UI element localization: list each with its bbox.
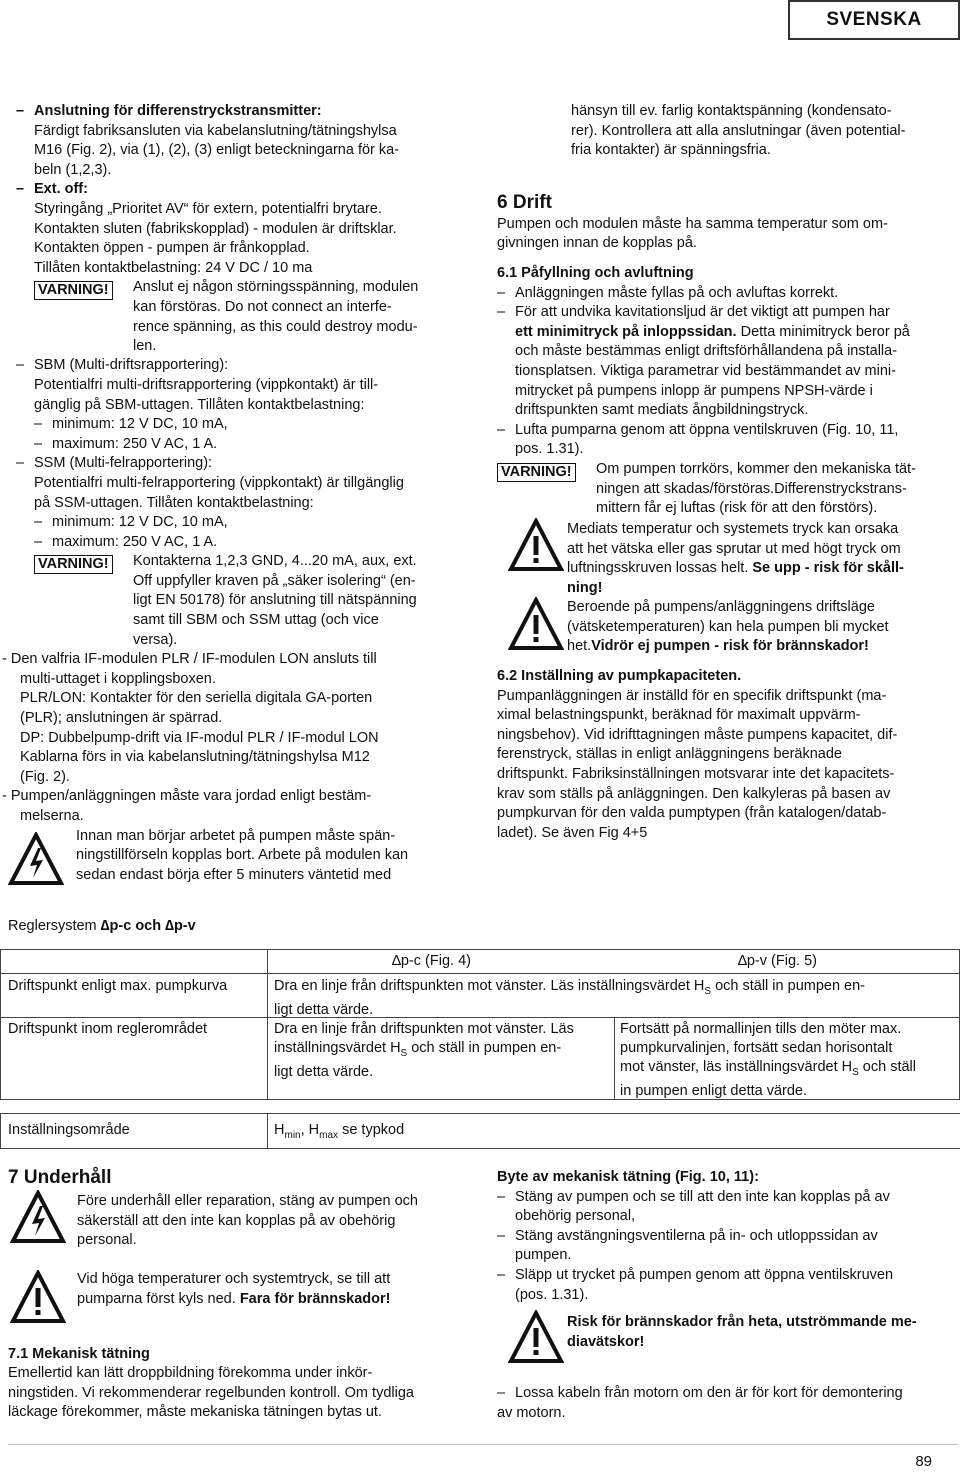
mechanical-seal-text [8, 1364, 414, 1423]
warning-triangle-icon [508, 1310, 564, 1366]
table-border [0, 973, 960, 974]
text-line: – Anläggningen måste fyllas på och avluftas korrekt. [497, 284, 957, 304]
text-line: Risk för brännskador från heta, utströmmande me- [567, 1314, 917, 1330]
text-line: Emellertid kan lätt droppbildning förekomma under inkör- [8, 1365, 373, 1381]
text-line: – Lossa kabeln från motorn om den är för kort för demontering [497, 1384, 903, 1404]
section-heading: 6 Drift [497, 191, 552, 213]
table-cell: Fortsätt på normallinjen tills den möter max. pumpkurvalinjen, fortsätt sedan horisontalt mot vänster, läs inställningsvärdet $H_S$ och ställ in pumpen enligt detta värde. [620, 1021, 917, 1099]
table-border [614, 1017, 615, 1099]
text-line: Kontakten sluten (fabrikskopplad) - modulen är driftsklar. [34, 220, 397, 237]
text-line: pos. 1.31). [515, 441, 584, 458]
table-header-pc: ∆p-c (Fig. 4) [392, 953, 471, 969]
table-row-label: Driftspunkt enligt max. pumpkurva [8, 978, 228, 994]
text-line: – SBM (Multi-driftsrapportering): [16, 356, 466, 376]
text-line: (pos. 1.31). [515, 1286, 589, 1303]
text-line: Anslut ej någon störningsspänning, modulen [133, 279, 419, 296]
text-line: att het vätska eller gas sprutar ut med högt tryck om [567, 540, 901, 557]
text-line: Beroende på pumpens/anläggningens driftsläge [567, 599, 875, 616]
text-line: Potentialfri multi-driftsrapportering (vippkontakt) är till- [34, 376, 379, 393]
warning-block [16, 278, 466, 356]
text-line: kan förstöras. Do not connect an interfe- [133, 298, 392, 315]
text-line: driftspunkten samt mediats ångbildningstryck. [515, 402, 809, 419]
table-header-pv: ∆p-v (Fig. 5) [738, 953, 817, 969]
text-line: versa). [133, 631, 178, 648]
table-border [267, 949, 268, 1099]
text-line: fria kontakter) är spänningsfria. [571, 142, 771, 159]
maintenance-warning [77, 1192, 418, 1251]
table-caption: Reglersystem ∆p-c och ∆p-v [8, 918, 196, 934]
text-line: Kontakten öppen - pumpen är frånkopplad. [34, 240, 310, 257]
text-line: Tillåten kontaktbelastning: 24 V DC / 10 ma [34, 259, 313, 276]
text-line: (Fig. 2). [20, 768, 70, 785]
seal-replacement [497, 1168, 957, 1305]
text-line: hänsyn till ev. farlig kontaktspänning (kondensato- [571, 103, 892, 119]
hot-warning-block [497, 520, 957, 657]
text-line: givningen innan de kopplas på. [497, 235, 697, 252]
left-column [2, 102, 466, 891]
text-line: – Stäng av pumpen och se till att den inte kan kopplas på av [497, 1188, 957, 1208]
text-line: luftningsskruven lossas helt. Se upp - risk för skåll- [567, 560, 904, 577]
text-line: - Den valfria IF-modulen PLR / IF-modulen LON ansluts till [2, 651, 377, 668]
warning-triangle-icon [10, 1270, 66, 1326]
warning-label: VARNING! [34, 281, 113, 300]
text-line: ferenstryck, ställas in enligt anläggningens beräknade [497, 746, 842, 763]
text-line: och måste bestämmas enligt driftsförhållandena på installa- [515, 343, 898, 360]
table-border [0, 1148, 960, 1149]
text-line: krav som ställs på anläggningen. Den kalkyleras på basen av [497, 785, 891, 802]
warning-triangle-icon [508, 597, 564, 653]
section-heading: 7 Underhåll [8, 1167, 112, 1188]
text-line: pumparna först kyls ned. Fara för brännskador! [77, 1290, 391, 1307]
text-line: Innan man börjar arbetet på pumpen måste spän- [76, 827, 396, 844]
subsection-heading: Byte av mekanisk tätning (Fig. 10, 11): [497, 1169, 759, 1185]
table-cell: Dra en linje från driftspunkten mot vänster. Läs inställningsvärdet $H_S$ och ställ in pumpen en- ligt detta värde. [274, 1021, 574, 1080]
language-label: SVENSKA [788, 0, 960, 40]
right-column [497, 102, 957, 843]
text-line: Kablarna förs in via kabelanslutning/tätningshylsa M12 [20, 749, 370, 766]
temperature-warning [77, 1270, 390, 1309]
text-line: av motorn. [497, 1404, 566, 1421]
text-line: – Ext. off: [16, 180, 466, 200]
text-line: Off uppfyller kraven på „säker isolering“ (en- [133, 572, 416, 589]
text-line: ligt EN 50178) för anslutning till nätspänning [133, 592, 417, 609]
text-line: ningen att skadas/förstöras.Differenstryckstrans- [596, 480, 907, 497]
text-line: ning! [567, 579, 603, 596]
text-line: på SSM-uttagen. Tillåten kontaktbelastning: [34, 494, 314, 511]
text-line: driftspunkt. Fabriksinställningen motsvarar inte det kapacitets- [497, 766, 895, 783]
text-line: multi-uttaget i kopplingsboxen. [20, 670, 216, 687]
text-line: ningsbehov). Vid idrifttagningen måste pumpens kapacitet, dif- [497, 726, 898, 743]
text-line: ett minimitryck på inloppssidan. Detta minimitryck beror på [515, 323, 910, 340]
page-number: 89 [915, 1453, 932, 1470]
warning-block [16, 552, 466, 650]
cable-step [497, 1384, 903, 1423]
text-line: Färdigt fabriksansluten via kabelanslutning/tätningshylsa [34, 122, 397, 139]
text-line: – Släpp ut trycket på pumpen genom att öppna ventilskruven [497, 1266, 957, 1286]
text-line: Före underhåll eller reparation, stäng av pumpen och [77, 1193, 418, 1209]
warning-block [497, 460, 957, 520]
text-line: – Stäng avstängningsventilerna på in- och utloppssidan av [497, 1227, 957, 1247]
text-line: M16 (Fig. 2), via (1), (2), (3) enligt beteckningarna för ka- [34, 142, 400, 159]
text-line: DP: Dubbelpump-drift via IF-modul PLR / IF-modul LON [20, 729, 379, 746]
text-line: mittern får ej luftas (risk för att den förstörs). [596, 500, 878, 517]
electric-warning-block [16, 827, 466, 891]
text-line: Om pumpen torrkörs, kommer den mekaniska tät- [596, 460, 916, 477]
text-line: Vid höga temperaturer och systemtryck, se till att [77, 1271, 391, 1287]
text-line: – SSM (Multi-felrapportering): [16, 454, 466, 474]
text-line: - Pumpen/anläggningen måste vara jordad enligt bestäm- [2, 788, 372, 805]
text-line: – minimum: 12 V DC, 10 mA, [16, 415, 466, 435]
warning-label: VARNING! [497, 463, 576, 482]
text-line: rence spänning, as this could destroy modu- [133, 318, 418, 335]
table-border [0, 1113, 960, 1114]
text-line: Mediats temperatur och systemets tryck kan orsaka [567, 520, 899, 537]
text-line: – Anslutning för differenstryckstransmitter: [16, 102, 466, 122]
text-line: obehörig personal, [515, 1208, 636, 1225]
subsection-heading: 7.1 Mekanisk tätning [8, 1346, 150, 1362]
warning-triangle-icon [508, 518, 564, 574]
subsection-heading: 6.1 Påfyllning och avluftning [497, 264, 694, 281]
text-line: PLR/LON: Kontakter för den seriella digitala GA-porten [20, 690, 373, 707]
text-line: ningstillförseln kopplas bort. Arbete på modulen kan [76, 847, 409, 864]
text-line: säkerställ att den inte kan kopplas på av obehörig [77, 1212, 396, 1229]
text-line: len. [133, 338, 157, 355]
text-line: Pumpen och modulen måste ha samma temperatur som om- [497, 215, 888, 232]
electric-hazard-icon [8, 832, 64, 888]
text-line: pumpen. [515, 1247, 572, 1264]
text-line: beln (1,2,3). [34, 161, 112, 178]
text-line: (vätsketemperaturen) kan hela pumpen bli mycket [567, 618, 889, 635]
table-row-label: Driftspunkt inom reglerområdet [8, 1021, 208, 1037]
table-border [267, 1113, 268, 1148]
text-line: Styringång „Prioritet AV“ för extern, potentialfri brytare. [34, 200, 382, 217]
text-line: sedan endast börja efter 5 minuters väntetid med [76, 866, 392, 883]
text-line: het.Vidrör ej pumpen - risk för brännskador! [567, 638, 869, 655]
text-line: Kontakterna 1,2,3 GND, 4...20 mA, aux, ext. [133, 553, 417, 570]
text-line: personal. [77, 1232, 137, 1249]
text-line: melserna. [20, 808, 84, 825]
text-line: – Lufta pumparna genom att öppna ventilskruven (Fig. 10, 11, [497, 421, 957, 441]
text-line: – maximum: 250 V AC, 1 A. [16, 435, 466, 455]
text-line: Potentialfri multi-felrapportering (vippkontakt) är tillgänglig [34, 474, 404, 491]
text-line: pumpkurvan för den valda pumptypen (från katalogen/datab- [497, 805, 887, 822]
text-line: ximal belastningspunkt, beräknad för maximalt uppvärm- [497, 707, 861, 724]
footer-divider [8, 1444, 958, 1445]
text-line: – maximum: 250 V AC, 1 A. [16, 533, 466, 553]
burn-warning [567, 1313, 917, 1352]
subsection-heading: 6.2 Inställning av pumpkapaciteten. [497, 668, 742, 685]
text-line: rer). Kontrollera att alla anslutningar (även potential- [571, 122, 906, 139]
electric-hazard-icon [10, 1190, 66, 1246]
table-cell: $H_{min}$, $H_{max}$ se typkod [274, 1122, 405, 1141]
text-line: – minimum: 12 V DC, 10 mA, [16, 513, 466, 533]
text-line: gänglig på SBM-uttagen. Tillåten kontaktbelastning: [34, 396, 365, 413]
table-row-label: Inställningsområde [8, 1122, 130, 1138]
text-line: mitrycket på pumpens inlopp är pumpens NPSH-värde i [515, 382, 873, 399]
text-line: läckage förekommer, måste mekaniska tätningen bytas ut. [8, 1404, 382, 1421]
text-line: – För att undvika kavitationsljud är det viktigt att pumpen har [497, 303, 957, 323]
text-line: Pumpanläggningen är inställd för en specifik driftspunkt (ma- [497, 687, 887, 704]
text-line: samt till SBM och SSM uttag (och vice [133, 612, 379, 629]
table-border [0, 949, 1, 1099]
table-cell: Dra en linje från driftspunkten mot vänster. Läs inställningsvärdet $H_S$ och ställ in pumpen en- ligt detta värde. [274, 978, 866, 1018]
warning-label: VARNING! [34, 555, 113, 574]
text-line: tionsplatsen. Viktiga parametrar vid bestämmandet av mini- [515, 362, 896, 379]
text-line: ningstiden. Vi rekommenderar regelbunden kontroll. Om tydliga [8, 1384, 414, 1401]
text-line: ladet). Se även Fig 4+5 [497, 824, 648, 841]
text-line: diavätskor! [567, 1333, 645, 1350]
text-line: (PLR); anslutningen är spärrad. [20, 710, 223, 727]
table-border [0, 1113, 1, 1148]
table-border [0, 949, 960, 950]
